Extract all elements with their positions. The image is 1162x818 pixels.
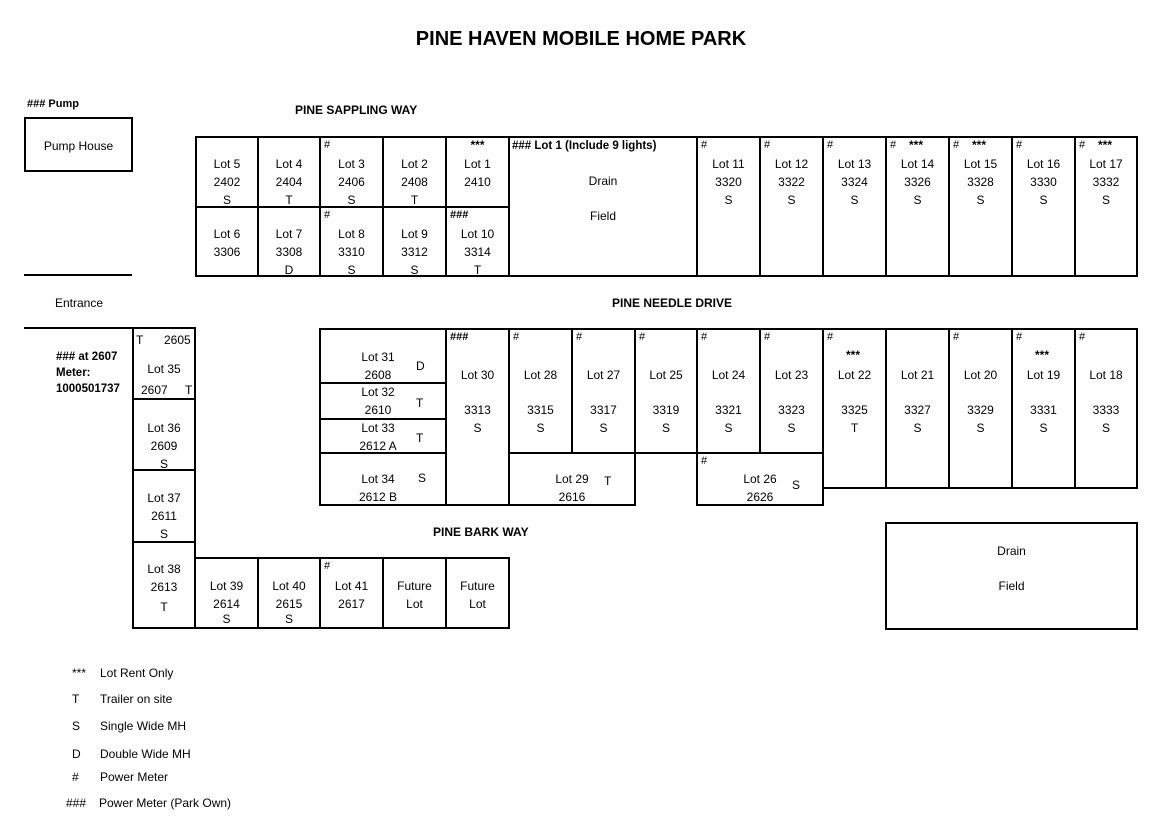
power-meter-mark: # xyxy=(576,331,583,343)
lot-24[interactable]: # Lot 24 3321 S xyxy=(696,328,761,454)
power-meter-mark: # xyxy=(324,139,331,151)
drain-field-line1: Drain xyxy=(997,544,1026,558)
lot-15[interactable]: # *** Lot 15 3328 S xyxy=(948,136,1013,277)
power-meter-mark: # xyxy=(890,139,897,151)
lot-36[interactable]: Lot 36 2609 S xyxy=(132,398,196,471)
legend-row: D Double Wide MH xyxy=(72,747,191,761)
lot-3[interactable]: # Lot 3 2406 S xyxy=(319,136,384,208)
power-meter-mark: # xyxy=(324,209,331,221)
lot-1[interactable]: *** Lot 1 2410 xyxy=(445,136,510,208)
power-meter-mark: # xyxy=(701,331,708,343)
lot-28[interactable]: # Lot 28 3315 S xyxy=(508,328,573,454)
lot-35-label: Lot 35 xyxy=(147,362,181,376)
power-meter-mark: # xyxy=(953,139,960,151)
park-power-meter-mark: ### xyxy=(450,209,469,221)
lot-35[interactable] xyxy=(132,327,196,400)
power-meter-mark: # xyxy=(513,331,520,343)
power-meter-mark: # xyxy=(639,331,646,343)
trailer-mark: T xyxy=(185,383,193,397)
lot-6[interactable]: Lot 6 3306 xyxy=(195,206,259,277)
drain-field-top xyxy=(508,136,698,277)
drain-field-line1: Drain xyxy=(588,174,618,188)
lot-rent-only-mark: *** xyxy=(1035,348,1050,362)
entrance-line-bottom xyxy=(24,327,136,329)
lot-19[interactable]: # *** Lot 19 3331 S xyxy=(1011,328,1076,489)
lot-2[interactable]: Lot 2 2408 T xyxy=(382,136,447,208)
lot-rent-only-mark: *** xyxy=(972,138,987,152)
single-wide-mark: S xyxy=(792,478,801,492)
lot-rent-only-mark: *** xyxy=(1098,138,1113,152)
lot-18[interactable]: # Lot 18 3333 S xyxy=(1074,328,1138,489)
lot-rent-only-mark: *** xyxy=(470,138,485,152)
trailer-mark: T xyxy=(136,333,144,347)
street-pine-needle-drive: PINE NEEDLE DRIVE xyxy=(612,296,733,310)
lot-rent-only-mark: *** xyxy=(846,348,861,362)
meter-note-line: ### at 2607 xyxy=(56,351,118,363)
lot-40[interactable]: Lot 40 2615 S xyxy=(257,557,321,629)
power-meter-mark: # xyxy=(1079,139,1086,151)
lot-31[interactable]: Lot 31 2608 D xyxy=(319,328,447,384)
meter-note-line: Meter: xyxy=(56,367,91,379)
drain-field-header: ### Lot 1 (Include 9 lights) xyxy=(512,140,657,152)
pump-house-label: Pump House xyxy=(43,139,114,153)
lot-38[interactable]: Lot 38 2613 T xyxy=(132,541,196,629)
lot-26[interactable]: # Lot 26 2626 S xyxy=(696,452,824,506)
lot-22[interactable]: # *** Lot 22 3325 T xyxy=(822,328,887,489)
lot-14[interactable]: # *** Lot 14 3326 S xyxy=(885,136,950,277)
legend-row: S Single Wide MH xyxy=(72,719,187,733)
lot-16[interactable]: # Lot 16 3330 S xyxy=(1011,136,1076,277)
lot-21[interactable]: Lot 21 3327 S xyxy=(885,328,950,489)
legend-row: ### Power Meter (Park Own) xyxy=(66,796,232,810)
lot-9[interactable]: Lot 9 3312 S xyxy=(382,206,447,277)
power-meter-mark: # xyxy=(764,139,771,151)
street-pine-bark-way: PINE BARK WAY xyxy=(433,525,529,539)
lot-35-address-b: 2607 xyxy=(141,383,168,397)
map-title: PINE HAVEN MOBILE HOME PARK xyxy=(415,28,747,50)
lot-29[interactable]: Lot 29 2616 T xyxy=(508,452,636,506)
meter-note xyxy=(56,349,120,397)
power-meter-mark: # xyxy=(827,331,834,343)
lot-32[interactable]: Lot 32 2610 T xyxy=(319,382,447,420)
lot-27[interactable]: # Lot 27 3317 S xyxy=(571,328,636,454)
lot-4[interactable]: Lot 4 2404 T xyxy=(257,136,321,208)
park-power-meter-mark: ### xyxy=(450,331,469,343)
power-meter-mark: # xyxy=(701,455,708,467)
power-meter-mark: # xyxy=(324,560,331,572)
double-wide-mark: D xyxy=(416,359,425,373)
entrance-line-top xyxy=(24,274,132,276)
street-pine-sappling-way: PINE SAPPLING WAY xyxy=(295,103,418,117)
lot-34[interactable]: Lot 34 2612 B S xyxy=(319,452,447,506)
lot-10[interactable]: ### Lot 10 3314 T xyxy=(445,206,510,277)
lot-7[interactable]: Lot 7 3308 D xyxy=(257,206,321,277)
power-meter-mark: # xyxy=(1079,331,1086,343)
lot-11[interactable]: # Lot 11 3320 S xyxy=(696,136,761,277)
lot-23[interactable]: # Lot 23 3323 S xyxy=(759,328,824,454)
lot-25[interactable]: # Lot 25 3319 S xyxy=(634,328,698,454)
legend-row: T Trailer on site xyxy=(72,692,173,706)
pump-house xyxy=(24,117,133,172)
lot-13[interactable]: # Lot 13 3324 S xyxy=(822,136,887,277)
single-wide-mark: S xyxy=(418,471,427,485)
future-lot-2[interactable]: Future Lot xyxy=(445,557,510,629)
drain-field-line2: Field xyxy=(589,209,616,223)
lot-39[interactable]: Lot 39 2614 S xyxy=(194,557,259,629)
lot-rent-only-mark: *** xyxy=(909,138,924,152)
trailer-mark: T xyxy=(416,396,424,410)
power-meter-mark: # xyxy=(827,139,834,151)
pump-label: ### Pump xyxy=(27,98,79,110)
power-meter-mark: # xyxy=(1016,331,1023,343)
entrance-label: Entrance xyxy=(55,296,104,310)
power-meter-mark: # xyxy=(764,331,771,343)
trailer-mark: T xyxy=(604,474,612,488)
power-meter-mark: # xyxy=(1016,139,1023,151)
lot-17[interactable]: # *** Lot 17 3332 S xyxy=(1074,136,1138,277)
trailer-mark: T xyxy=(416,431,424,445)
lot-41[interactable]: # Lot 41 2617 xyxy=(319,557,384,629)
lot-5[interactable]: Lot 5 2402 S xyxy=(195,136,259,208)
lot-37[interactable]: Lot 37 2611 S xyxy=(132,469,196,543)
legend-row: # Power Meter xyxy=(72,770,169,784)
lot-30[interactable]: ### Lot 30 3313 S xyxy=(445,328,510,506)
lot-35-address-a: 2605 xyxy=(164,333,191,347)
lot-33[interactable]: Lot 33 2612 A T xyxy=(319,418,447,454)
drain-field-bottom xyxy=(885,522,1138,630)
legend-row: *** Lot Rent Only xyxy=(72,666,174,680)
future-lot-1[interactable]: Future Lot xyxy=(382,557,447,629)
lot-12[interactable]: # Lot 12 3322 S xyxy=(759,136,824,277)
drain-field-line2: Field xyxy=(998,579,1025,593)
power-meter-mark: # xyxy=(953,331,960,343)
power-meter-mark: # xyxy=(701,139,708,151)
lot-20[interactable]: # Lot 20 3329 S xyxy=(948,328,1013,489)
meter-note-line: 1000501737 xyxy=(56,383,120,395)
lot-8[interactable]: # Lot 8 3310 S xyxy=(319,206,384,277)
